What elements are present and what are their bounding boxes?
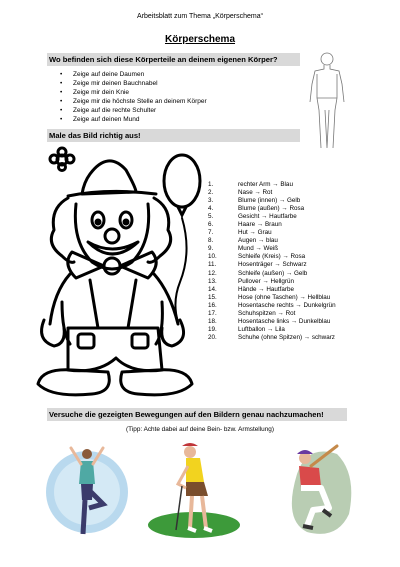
body-parts-list xyxy=(60,70,207,124)
list-item: 13. Pullover → Hellgrün xyxy=(208,277,294,285)
list-item: • Zeige mir die höchste Stelle an deinem Körper xyxy=(60,97,207,106)
list-item: 3. Blume (innen) → Gelb xyxy=(208,197,301,205)
list-item: 10. Schleife (Kreis) → Rosa xyxy=(208,253,306,261)
list-item: 17. Schuhspitzen → Rot xyxy=(208,309,296,317)
baseball-batter-icon xyxy=(277,444,357,540)
list-item: 11. Hosenträger → Schwarz xyxy=(208,261,307,269)
list-item: 18. Hosentasche links → Dunkelblau xyxy=(208,317,331,325)
list-item: 9. Mund → Weiß xyxy=(208,245,279,253)
list-item: 12. Schleife (außen) → Gelb xyxy=(208,269,308,277)
section-heading-coloring: Male das Bild richtig aus! xyxy=(47,129,300,142)
section-heading-body-parts: Wo befinden sich diese Körperteile an deinem eigenen Körper? xyxy=(47,53,300,66)
list-item: 14. Hände → Hautfarbe xyxy=(208,285,295,293)
list-item: 15. Hose (ohne Taschen) → Hellblau xyxy=(208,293,331,301)
list-item: 2. Nase → Rot xyxy=(208,189,273,197)
balloon-drawing-icon xyxy=(160,153,204,219)
list-item: 19. Luftballon → Lila xyxy=(208,325,285,333)
body-outline-icon xyxy=(305,50,349,150)
list-item: • Zeige mir deinen Bauchnabel xyxy=(60,79,207,88)
list-item: 4. Blume (außen) → Rosa xyxy=(208,205,305,213)
tip-text: (Tipp: Achte dabei auf deine Bein- bzw. Armstellung) xyxy=(126,426,274,433)
list-item: • Zeige auf die rechte Schulter xyxy=(60,106,207,115)
list-item: • Zeige auf deine Daumen xyxy=(60,70,207,79)
list-item: 5. Gesicht → Hautfarbe xyxy=(208,213,297,221)
list-item: 16. Hosentasche rechts → Dunkelgrün xyxy=(208,301,336,309)
list-item: 6. Haare → Braun xyxy=(208,221,282,229)
list-item: • Zeige mir dein Knie xyxy=(60,88,207,97)
list-item: • Zeige auf deinen Mund xyxy=(60,115,207,124)
page-title: Körperschema xyxy=(164,34,236,45)
yoga-figure-icon xyxy=(45,444,129,540)
worksheet-header: Arbeitsblatt zum Thema „Körperschema“ xyxy=(137,13,263,20)
coloring-instructions-list xyxy=(208,181,336,342)
section-heading-movements: Versuche die gezeigten Bewegungen auf den Bildern genau nachzumachen! xyxy=(47,408,347,421)
list-item: 8. Augen → blau xyxy=(208,237,278,245)
list-item: 20. Schuhe (ohne Spitzen) → schwarz xyxy=(208,333,335,341)
list-item: 1. rechter Arm → Blau xyxy=(208,181,293,188)
golfer-figure-icon xyxy=(146,440,242,540)
list-item: 7. Hut → Grau xyxy=(208,229,272,237)
